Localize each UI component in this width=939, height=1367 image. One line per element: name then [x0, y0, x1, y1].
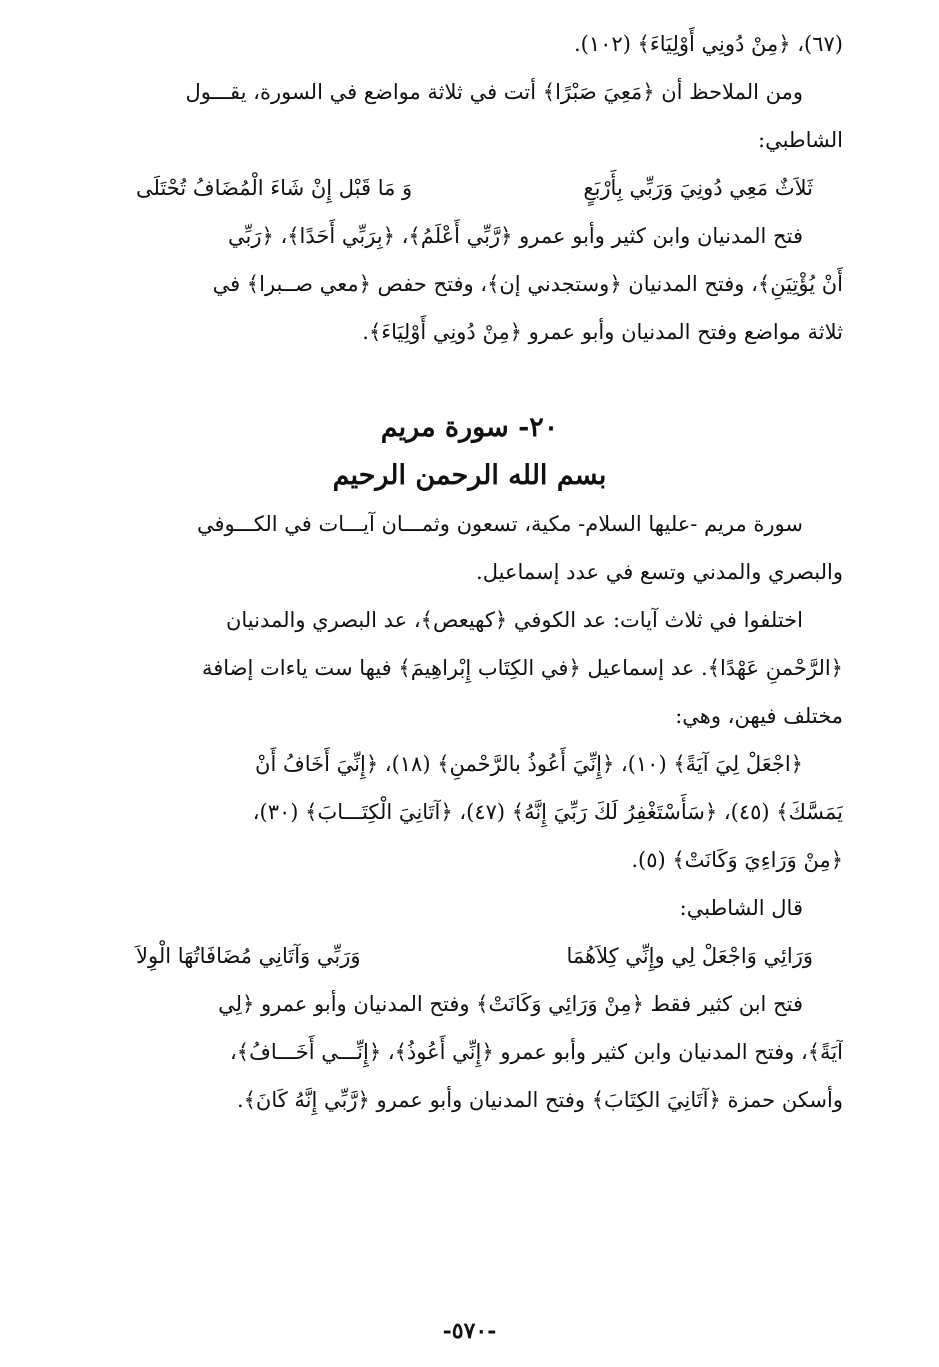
text-line: وأسكن حمزة ﴿آتَانِيَ الكِتَابَ﴾ وفتح المدنيان وأبو عمرو ﴿رَّبِّي إِنَّهُ كَانَ﴾. [236, 1088, 843, 1112]
text-line: (٦٧)، ﴿مِنْ دُونِي أَوْلِيَاءَ﴾ (١٠٢). [573, 32, 843, 56]
text-line: آيَةً﴾، وفتح المدنيان وابن كثير وأبو عمرو ﴿إِنِّي أَعُوذُ﴾، ﴿إِنِّـــي أَخَـــافُ﴾، [230, 1040, 843, 1064]
text-line: أَنْ يُؤْتِيَنِ﴾، وفتح المدنيان ﴿وستجدني إن﴾، وفتح حفص ﴿معي صــبرا﴾ في [212, 272, 843, 296]
poem-verse [96, 932, 843, 980]
text-line: ﴿الرَّحْمنِ عَهْدًا﴾. عد إسماعيل ﴿في الكِتَاب إِبْراهِيمَ﴾ فيها ست ياءات إضافة [201, 656, 843, 680]
verse-first-hemistich: ثَلاَثٌ مَعِي دُونِيَ وَرَبِّي بِأَرْبَعٍ [583, 176, 813, 200]
basmala: بسم الله الرحمن الرحيم [332, 460, 607, 491]
verse-second-hemistich: وَرَبِّي وَآتَانِي مُضَافَاتُهَا الْوِلاَ [136, 944, 361, 968]
text-line: قال الشاطبي: [679, 896, 803, 920]
section-spacer [96, 356, 843, 404]
text-line: سورة مريم -عليها السلام- مكية، تسعون وثمـــان آيـــات في الكـــوفي [196, 512, 803, 536]
text-line: اختلفوا في ثلاث آيات: عد الكوفي ﴿كهيعص﴾، عد البصري والمدنيان [225, 608, 803, 632]
text-line: مختلف فيهن، وهي: [675, 704, 843, 728]
text-line: فتح المدنيان وابن كثير وأبو عمرو ﴿رَّبِّي أَعْلَمُ﴾، ﴿بِرَبِّي أَحَدًا﴾، ﴿رَبِّي [227, 224, 803, 248]
text-line: الشاطبي: [758, 128, 843, 152]
text-line: يَمَسَّكَ﴾ (٤٥)، ﴿سَأَسْتَغْفِرُ لَكَ رَبِّيَ إِنَّهُ﴾ (٤٧)، ﴿آتَانِيَ الْكِتَـــابَ﴾ (٣٠)، [252, 800, 843, 824]
poem-verse [96, 164, 843, 212]
text-line: فتح ابن كثير فقط ﴿مِنْ وَرَائِي وَكَانَتْ﴾ وفتح المدنيان وأبو عمرو ﴿لِي [218, 992, 803, 1016]
text-line: ﴿مِنْ وَرَاءِيَ وَكَانَتْ﴾ (٥). [631, 848, 843, 872]
page-body [96, 20, 843, 1124]
page-number: -٥٧٠- [442, 1318, 497, 1344]
continued-passage [96, 20, 843, 356]
verse-second-hemistich: وَ مَا قَبْل إِنْ شَاءَ الْمُضَافُ تُحْتَلَى [136, 176, 413, 200]
verse-first-hemistich: وَرَائِي وَاجْعَلْ لِي وإِنِّي كِلاَهُمَا [566, 944, 813, 968]
text-line: ومن الملاحظ أن ﴿مَعِيَ صَبْرًا﴾ أتت في ثلاثة مواضع في السورة، يقـــول [185, 80, 803, 104]
text-line: ثلاثة مواضع وفتح المدنيان وأبو عمرو ﴿مِنْ دُونِي أَوْلِيَاءَ﴾. [362, 320, 843, 344]
text-line: ﴿اجْعَلْ لِيَ آيَةً﴾ (١٠)، ﴿إِنِّيَ أَعُوذُ بالرَّحْمنِ﴾ (١٨)، ﴿إِنِّيَ أَخَافُ أَنْ [255, 752, 803, 776]
surah-section [96, 500, 843, 1124]
text-line: والبصري والمدني وتسع في عدد إسماعيل. [476, 560, 843, 584]
surah-heading: ٢٠- سورة مريم [380, 412, 559, 443]
